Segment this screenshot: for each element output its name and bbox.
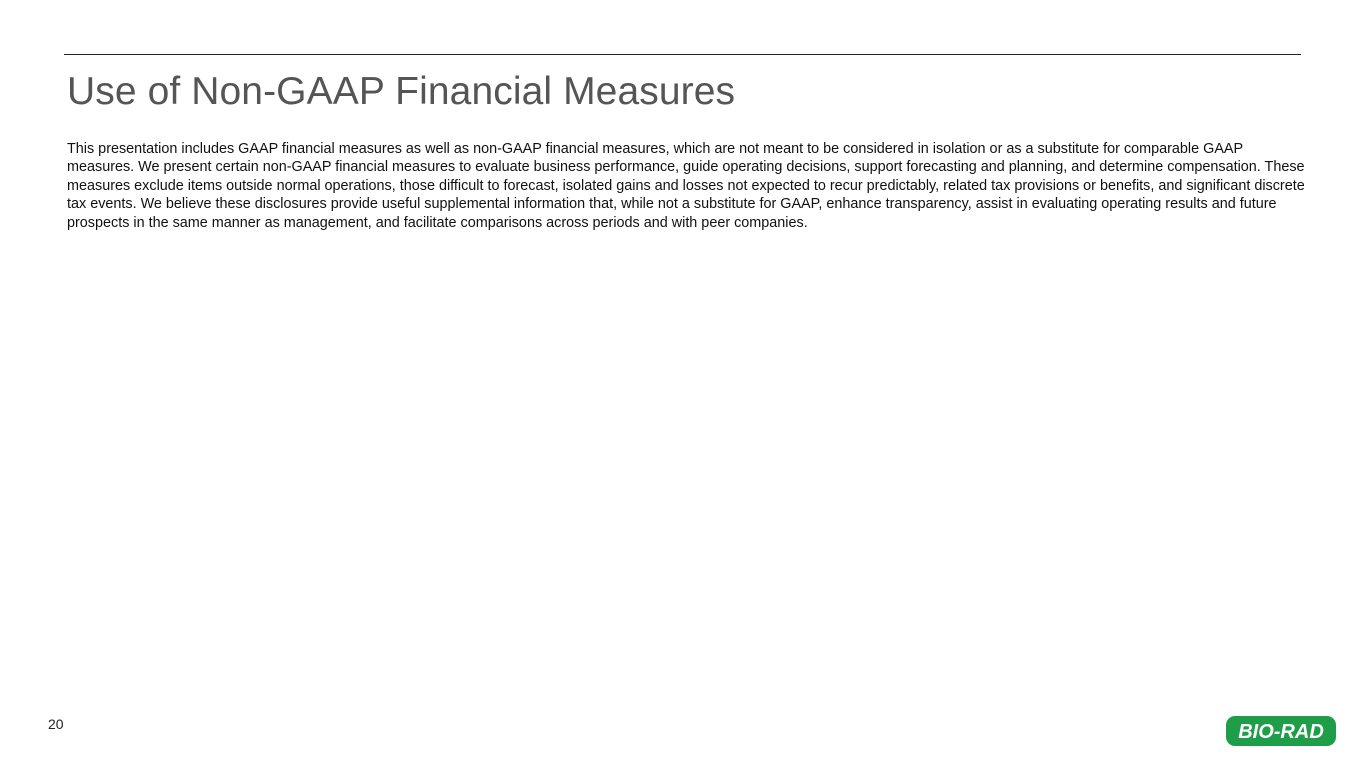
bio-rad-logo xyxy=(1226,716,1336,746)
slide-title: Use of Non-GAAP Financial Measures xyxy=(67,70,736,113)
page-number: 20 xyxy=(48,716,64,732)
logo-text: BIO-RAD xyxy=(1238,721,1324,743)
title-divider xyxy=(64,54,1301,55)
body-paragraph: This presentation includes GAAP financial measures as well as non-GAAP financial measures, which are not meant to be considered in isolation or as a substitute for comparable GAAP measures. We present certain non-GAAP financial measures to evaluate business performance, guide operating decisions, support forecasting and planning, and determine compensation. These measures exclude items outside normal operations, those difficult to forecast, isolated gains and losses not expected to recur predictably, related tax provisions or benefits, and significant discrete tax events. We believe these disclosures provide useful supplemental information that, while not a substitute for GAAP, enhance transparency, assist in evaluating operating results and future prospects in the same manner as management, and facilitate comparisons across periods and with peer companies. xyxy=(67,141,1305,231)
